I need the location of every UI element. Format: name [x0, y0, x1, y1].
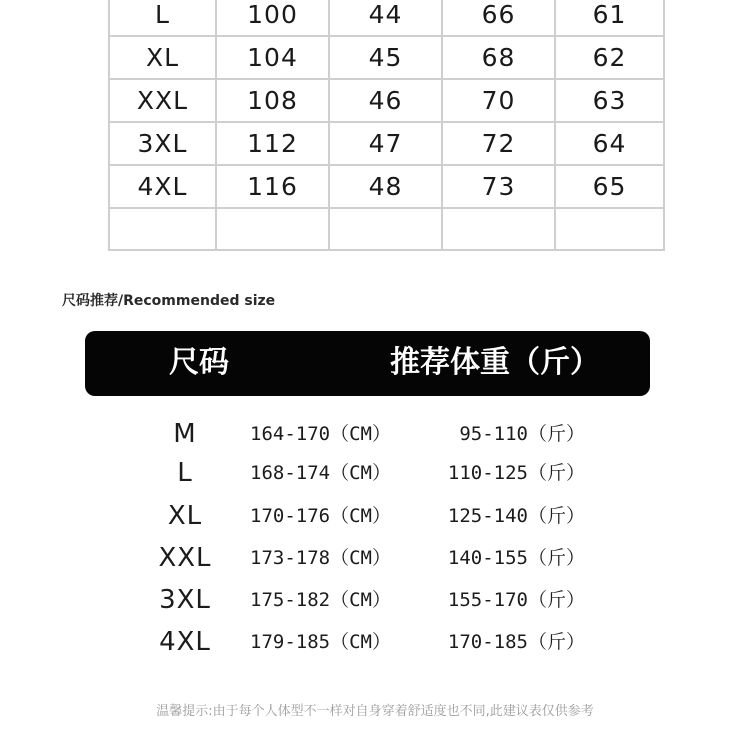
table-row — [109, 0, 664, 36]
table-cell: 48 — [329, 165, 442, 208]
row-size: XXL — [158, 543, 212, 573]
row-height: 168-174（CM） — [250, 462, 391, 484]
row-weight: 95-110（斤） — [459, 423, 585, 445]
table-cell — [555, 208, 664, 250]
table-cell: L — [109, 0, 216, 36]
row-size: XL — [167, 501, 203, 531]
table-cell: 62 — [555, 36, 664, 79]
table-row-empty — [109, 208, 664, 250]
table-cell: XL — [109, 36, 216, 79]
table-cell: XXL — [109, 79, 216, 122]
size-chart-table — [108, 0, 665, 251]
header-size: 尺码 — [169, 345, 229, 380]
row-size: M — [173, 419, 197, 449]
table-cell — [216, 208, 329, 250]
table-cell: 63 — [555, 79, 664, 122]
table-cell: 46 — [329, 79, 442, 122]
table-cell: 64 — [555, 122, 664, 165]
table-cell: 44 — [329, 0, 442, 36]
table-cell: 100 — [216, 0, 329, 36]
table-cell: 3XL — [109, 122, 216, 165]
table-cell: 73 — [442, 165, 555, 208]
table-cell: 104 — [216, 36, 329, 79]
row-height: 164-170（CM） — [250, 423, 391, 445]
table-cell: 47 — [329, 122, 442, 165]
table-row — [109, 165, 664, 208]
table-cell: 112 — [216, 122, 329, 165]
row-size: L — [177, 458, 193, 488]
disclaimer-note: 温馨提示:由于每个人体型不一样对自身穿着舒适度也不同,此建议表仅供参考 — [156, 704, 594, 719]
row-height: 179-185（CM） — [250, 631, 391, 653]
row-weight: 110-125（斤） — [447, 462, 585, 484]
table-row — [109, 79, 664, 122]
row-size: 4XL — [159, 627, 211, 657]
row-size: 3XL — [159, 585, 211, 615]
table-cell — [109, 208, 216, 250]
recommended-size-label: 尺码推荐/Recommended size — [62, 293, 276, 309]
recommended-row — [0, 580, 750, 620]
table-cell: 66 — [442, 0, 555, 36]
table-cell: 72 — [442, 122, 555, 165]
recommended-header-bar — [85, 331, 650, 396]
row-height: 173-178（CM） — [250, 547, 391, 569]
recommended-row — [0, 538, 750, 578]
row-weight: 170-185（斤） — [447, 631, 585, 653]
row-weight: 140-155（斤） — [447, 547, 585, 569]
row-height: 170-176（CM） — [250, 505, 391, 527]
table-row — [109, 122, 664, 165]
table-cell: 70 — [442, 79, 555, 122]
table-cell: 61 — [555, 0, 664, 36]
recommended-row — [0, 453, 750, 493]
row-height: 175-182（CM） — [250, 589, 391, 611]
recommended-row — [0, 622, 750, 662]
header-weight: 推荐体重（斤） — [390, 345, 600, 380]
table-cell: 68 — [442, 36, 555, 79]
table-cell: 108 — [216, 79, 329, 122]
row-weight: 125-140（斤） — [447, 505, 585, 527]
table-cell: 4XL — [109, 165, 216, 208]
table-cell: 116 — [216, 165, 329, 208]
table-cell — [442, 208, 555, 250]
recommended-row — [0, 496, 750, 536]
table-cell — [329, 208, 442, 250]
row-weight: 155-170（斤） — [447, 589, 585, 611]
table-cell: 45 — [329, 36, 442, 79]
table-cell: 65 — [555, 165, 664, 208]
table-row — [109, 36, 664, 79]
recommended-row — [0, 414, 750, 454]
